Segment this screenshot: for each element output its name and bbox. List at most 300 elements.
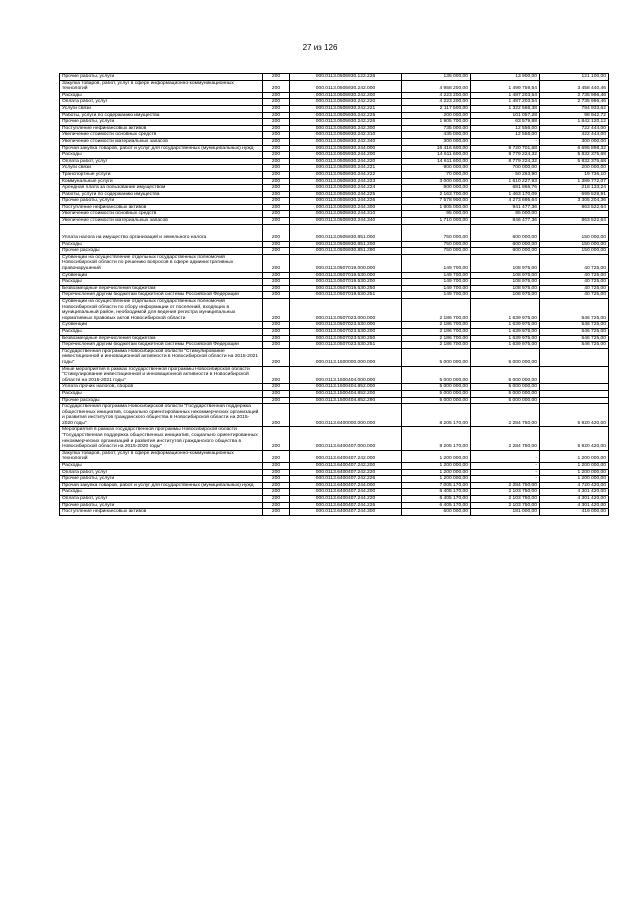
row-kbk: 000.0113.0505930.244.300 <box>290 204 402 211</box>
row-kbk: 000.0113.6400407.244.226 <box>290 502 402 509</box>
row-executed-amount: 5 000 000,00 <box>471 390 540 397</box>
row-kbk: 000.0113.0505930.242.310 <box>290 132 402 139</box>
row-remaining-amount: 863 522,64 <box>540 204 609 211</box>
row-executed-amount: - <box>471 138 540 145</box>
row-executed-amount: 5 000 000,00 <box>471 366 540 384</box>
row-kbk: 000.0113.6400407.242.000 <box>290 450 402 462</box>
row-name: Перечисления другим бюджетам бюджетной системы Российской Федерации <box>60 292 263 299</box>
row-plan-amount: 1 805 000,00 <box>402 204 471 211</box>
row-kbk: 000.0113.0505930.244.223 <box>290 178 402 185</box>
row-remaining-amount: 200 000,00 <box>540 165 609 172</box>
row-kbk: 000.0113.0507019.000.000 <box>290 254 402 272</box>
table-row <box>60 198 609 205</box>
row-remaining-amount: 794 933,62 <box>540 105 609 112</box>
row-plan-amount: 14 611 600,00 <box>402 152 471 159</box>
row-kbk: 000.0113.0505930.244.221 <box>290 165 402 172</box>
row-kbk: 000.0113.0505930.244.340 <box>290 218 402 225</box>
row-kbk: 000.0113.6400000.000.000 <box>290 404 402 427</box>
row-executed-amount: 1 487 203,54 <box>471 92 540 99</box>
row-plan-amount: 5 000 000,00 <box>402 384 471 391</box>
row-remaining-amount: 546 725,00 <box>540 335 609 342</box>
table-row <box>60 191 609 198</box>
row-code: 200 <box>263 397 290 404</box>
row-name: Расходы <box>60 463 263 470</box>
row-remaining-amount: 40 725,00 <box>540 285 609 292</box>
row-executed-amount: 50 263,90 <box>471 171 540 178</box>
row-executed-amount: 181 000,00 <box>471 509 540 516</box>
row-code: 200 <box>263 328 290 335</box>
row-name: Прочая закупка товаров, работ и услуг для государственных (муниципальных) нужд <box>60 145 263 152</box>
row-name: Поступление нефинансовых активов <box>60 509 263 516</box>
row-kbk: 000.0113.0505930.122.226 <box>290 74 402 81</box>
row-remaining-amount: 40 725,00 <box>540 254 609 272</box>
row-plan-amount: 8 205 170,00 <box>402 404 471 427</box>
table-row <box>60 272 609 279</box>
row-kbk: 000.0113.0505930.244.222 <box>290 171 402 178</box>
table-row <box>60 348 609 366</box>
table-row <box>60 105 609 112</box>
row-kbk: 000.0113.1500404.852.000 <box>290 384 402 391</box>
row-executed-amount: 5 000 000,00 <box>471 384 540 391</box>
row-remaining-amount: 546 725,00 <box>540 299 609 322</box>
row-name: Расходы <box>60 489 263 496</box>
row-remaining-amount: 40 725,00 <box>540 292 609 299</box>
row-remaining-amount: 419 000,00 <box>540 509 609 516</box>
row-kbk: 000.0113.0507019.530.200 <box>290 279 402 286</box>
row-kbk: 000.0113.0507023.530.251 <box>290 342 402 349</box>
row-name: Оплата работ, услуг <box>60 99 263 106</box>
row-remaining-amount: 150 000,00 <box>540 241 609 248</box>
row-name: Безвозмездные перечисления бюджетам <box>60 335 263 342</box>
row-code: 200 <box>263 469 290 476</box>
row-code: 200 <box>263 119 290 126</box>
row-name: Субвенции <box>60 272 263 279</box>
row-executed-amount: 600 000,00 <box>471 241 540 248</box>
row-plan-amount: 95 000,00 <box>402 211 471 218</box>
row-plan-amount: 5 000 000,00 <box>402 397 471 404</box>
row-remaining-amount: 150 000,00 <box>540 224 609 241</box>
row-plan-amount: 4 958 200,00 <box>402 80 471 92</box>
row-executed-amount: - <box>471 476 540 483</box>
row-remaining-amount <box>540 211 609 218</box>
row-plan-amount: 900 000,00 <box>402 165 471 172</box>
row-plan-amount: 1 200 000,00 <box>402 450 471 462</box>
row-plan-amount: 1 200 000,00 <box>402 476 471 483</box>
budget-execution-table <box>59 73 609 516</box>
row-kbk: 000.0113.0505930.244.226 <box>290 198 402 205</box>
row-name: Иные мероприятия в рамках государственной программы Новосибирской области "Стимулирование инвестиционной и инновационной активности в Новосибирской области на 2015-2021 годы" <box>60 366 263 384</box>
row-executed-amount: 1 610 227,93 <box>471 178 540 185</box>
table-row <box>60 211 609 218</box>
row-remaining-amount: 121 100,00 <box>540 74 609 81</box>
row-remaining-amount <box>540 348 609 366</box>
row-remaining-amount: 218 133,24 <box>540 185 609 192</box>
row-code: 200 <box>263 366 290 384</box>
row-name: Прочие работы, услуги <box>60 74 263 81</box>
row-remaining-amount <box>540 366 609 384</box>
row-name: Работы, услуги по содержанию имущества <box>60 112 263 119</box>
row-remaining-amount: 40 725,00 <box>540 272 609 279</box>
row-executed-amount: 5 000 000,00 <box>471 397 540 404</box>
row-name: Закупка товаров, работ, услуг в сфере информационно-коммуникационных технологий <box>60 450 263 462</box>
row-kbk: 000.0113.6400407.242.200 <box>290 463 402 470</box>
table-row <box>60 469 609 476</box>
row-executed-amount: 1 639 975,00 <box>471 335 540 342</box>
row-kbk: 000.0113.0505930.242.221 <box>290 105 402 112</box>
row-plan-amount: 435 000,00 <box>402 132 471 139</box>
row-plan-amount: 750 000,00 <box>402 241 471 248</box>
row-remaining-amount: 5 832 375,68 <box>540 152 609 159</box>
row-name: Перечисления другим бюджетам бюджетной системы Российской Федерации <box>60 342 263 349</box>
row-remaining-amount: 19 736,10 <box>540 171 609 178</box>
row-remaining-amount: 150 000,00 <box>540 248 609 255</box>
row-plan-amount: 2 186 700,00 <box>402 299 471 322</box>
row-name: Прочие расходы <box>60 397 263 404</box>
row-executed-amount: - <box>471 463 540 470</box>
row-plan-amount: 750 000,00 <box>402 248 471 255</box>
row-code: 200 <box>263 218 290 225</box>
row-code: 200 <box>263 272 290 279</box>
row-executed-amount: 12 556,00 <box>471 125 540 132</box>
row-plan-amount: 1 200 000,00 <box>402 463 471 470</box>
row-code: 200 <box>263 204 290 211</box>
row-name: Услуги связи <box>60 165 263 172</box>
row-plan-amount: 149 700,00 <box>402 292 471 299</box>
row-executed-amount: 2 103 750,00 <box>471 489 540 496</box>
row-code: 200 <box>263 145 290 152</box>
table-row <box>60 132 609 139</box>
row-kbk: 000.0113.6400407.242.220 <box>290 469 402 476</box>
row-executed-amount: 1 639 975,00 <box>471 342 540 349</box>
row-remaining-amount <box>540 397 609 404</box>
row-remaining-amount: 4 301 420,00 <box>540 496 609 503</box>
row-kbk: 000.0113.0505930.851.290 <box>290 248 402 255</box>
row-plan-amount: 149 700,00 <box>402 272 471 279</box>
row-remaining-amount: 546 725,00 <box>540 328 609 335</box>
row-name: Уплата прочих налогов, сборов <box>60 384 263 391</box>
row-code: 200 <box>263 165 290 172</box>
row-executed-amount: 1 322 566,38 <box>471 105 540 112</box>
row-name: Увеличение стоимости основных средств <box>60 132 263 139</box>
row-name: Арендная плата за пользование имуществом <box>60 185 263 192</box>
row-plan-amount: 2 186 700,00 <box>402 322 471 329</box>
row-remaining-amount: 422 444,00 <box>540 132 609 139</box>
row-plan-amount: 16 416 600,00 <box>402 145 471 152</box>
row-name: Поступление нефинансовых активов <box>60 125 263 132</box>
row-code: 200 <box>263 152 290 159</box>
table-row <box>60 112 609 119</box>
row-plan-amount: 2 186 700,00 <box>402 328 471 335</box>
row-remaining-amount: 5 920 420,00 <box>540 404 609 427</box>
row-name: Оплата работ, услуг <box>60 469 263 476</box>
row-executed-amount: 108 975,00 <box>471 279 540 286</box>
row-kbk: 000.0113.6400407.244.300 <box>290 509 402 516</box>
table-row <box>60 328 609 335</box>
row-executed-amount: 700 000,00 <box>471 165 540 172</box>
row-kbk: 000.0113.6400407.244.200 <box>290 489 402 496</box>
row-code: 200 <box>263 427 290 450</box>
row-name: Прочие работы, услуги <box>60 198 263 205</box>
row-remaining-amount: 546 725,00 <box>540 342 609 349</box>
row-kbk: 000.0113.0505930.851.200 <box>290 241 402 248</box>
row-code: 200 <box>263 112 290 119</box>
row-code: 200 <box>263 248 290 255</box>
row-kbk: 000.0113.0505930.244.200 <box>290 152 402 159</box>
row-executed-amount: 600 000,00 <box>471 248 540 255</box>
row-name: Субвенции <box>60 322 263 329</box>
row-kbk: 000.0113.0505930.244.220 <box>290 158 402 165</box>
row-plan-amount: 4 223 200,00 <box>402 92 471 99</box>
table-row <box>60 397 609 404</box>
row-name: Субвенции на осуществление отдельных государственных полномочий Новосибирской области по сбору информации от поселений, входящих в муниципальный район, необходимой для ведения регистра муниципальных нормативных правовых актов Новосибирской области <box>60 299 263 322</box>
row-name: Увеличение стоимости основных средств <box>60 211 263 218</box>
row-kbk: 000.0113.0505930.242.225 <box>290 112 402 119</box>
row-plan-amount: 750 000,00 <box>402 224 471 241</box>
table-row <box>60 145 609 152</box>
row-executed-amount: 13 900,00 <box>471 74 540 81</box>
table-row <box>60 292 609 299</box>
row-kbk: 000.0113.1500404.852.290 <box>290 397 402 404</box>
row-executed-amount: 941 477,36 <box>471 204 540 211</box>
row-executed-amount: 846 477,36 <box>471 218 540 225</box>
row-name: Прочие работы, услуги <box>60 119 263 126</box>
row-code: 200 <box>263 299 290 322</box>
row-remaining-amount: 1 200 000,00 <box>540 476 609 483</box>
table-row <box>60 152 609 159</box>
row-code: 200 <box>263 489 290 496</box>
table-row <box>60 335 609 342</box>
row-executed-amount: 9 720 701,68 <box>471 145 540 152</box>
table-row <box>60 99 609 106</box>
row-remaining-amount: 722 444,00 <box>540 125 609 132</box>
row-kbk: 000.0113.0507019.530.251 <box>290 292 402 299</box>
table-row <box>60 463 609 470</box>
row-name: Закупка товаров, работ, услуг в сфере информационно-коммуникационных технологий <box>60 80 263 92</box>
table-row <box>60 158 609 165</box>
row-executed-amount: 2 103 750,00 <box>471 496 540 503</box>
row-remaining-amount: 863 522,64 <box>540 218 609 225</box>
row-plan-amount: 1 905 700,00 <box>402 119 471 126</box>
table-row <box>60 384 609 391</box>
row-code: 200 <box>263 254 290 272</box>
row-plan-amount: 300 000,00 <box>402 138 471 145</box>
table-row <box>60 138 609 145</box>
row-remaining-amount: 4 301 420,00 <box>540 502 609 509</box>
row-name: Оплата работ, услуг <box>60 158 263 165</box>
table-row <box>60 178 609 185</box>
row-name: Увеличение стоимости материальных запасов <box>60 218 263 225</box>
row-plan-amount: 70 000,00 <box>402 171 471 178</box>
row-remaining-amount: 546 725,00 <box>540 322 609 329</box>
row-remaining-amount <box>540 390 609 397</box>
row-kbk: 000.0113.0505930.242.226 <box>290 119 402 126</box>
row-code: 200 <box>263 171 290 178</box>
row-executed-amount: 1 639 975,00 <box>471 299 540 322</box>
row-kbk: 000.0113.6400407.244.000 <box>290 482 402 489</box>
row-name: Расходы <box>60 279 263 286</box>
table-row <box>60 299 609 322</box>
row-kbk: 000.0113.6400407.242.226 <box>290 476 402 483</box>
row-code: 200 <box>263 348 290 366</box>
table-row <box>60 241 609 248</box>
row-code: 200 <box>263 502 290 509</box>
page-number: 27 из 126 <box>302 43 338 52</box>
row-executed-amount: 4 273 695,64 <box>471 198 540 205</box>
row-name: Транспортные услуги <box>60 171 263 178</box>
table-row <box>60 482 609 489</box>
table-row <box>60 404 609 427</box>
row-kbk: 000.0113.1500404.000.000 <box>290 366 402 384</box>
row-plan-amount: 200 000,00 <box>402 112 471 119</box>
row-kbk: 000.0113.0507023.530.250 <box>290 335 402 342</box>
row-plan-amount: 2 186 700,00 <box>402 342 471 349</box>
row-remaining-amount: 3 458 440,46 <box>540 80 609 92</box>
row-remaining-amount: 300 000,00 <box>540 138 609 145</box>
row-executed-amount: 1 487 203,54 <box>471 99 540 106</box>
row-executed-amount: 108 975,00 <box>471 254 540 272</box>
table-row <box>60 248 609 255</box>
row-kbk: 000.0113.6400407.244.220 <box>290 496 402 503</box>
row-kbk: 000.0113.0505930.242.200 <box>290 92 402 99</box>
row-code: 200 <box>263 105 290 112</box>
row-kbk: 000.0113.0505930.851.000 <box>290 224 402 241</box>
table-row <box>60 342 609 349</box>
table-row <box>60 185 609 192</box>
row-code: 200 <box>263 384 290 391</box>
row-executed-amount: 8 779 224,32 <box>471 152 540 159</box>
row-code: 200 <box>263 80 290 92</box>
row-executed-amount: 1 499 759,54 <box>471 80 540 92</box>
row-code: 200 <box>263 335 290 342</box>
row-plan-amount: 5 000 000,00 <box>402 366 471 384</box>
table-row <box>60 427 609 450</box>
row-code: 200 <box>263 285 290 292</box>
row-plan-amount: 14 611 600,00 <box>402 158 471 165</box>
table-row <box>60 322 609 329</box>
row-plan-amount: 900 000,00 <box>402 185 471 192</box>
row-kbk: 000.0113.0505930.242.000 <box>290 80 402 92</box>
table-row <box>60 496 609 503</box>
row-kbk: 000.0113.0507023.530.200 <box>290 328 402 335</box>
row-remaining-amount: 4 301 420,00 <box>540 489 609 496</box>
row-executed-amount: 108 975,00 <box>471 292 540 299</box>
table-body <box>60 74 609 516</box>
row-code: 200 <box>263 450 290 462</box>
row-code: 200 <box>263 138 290 145</box>
row-name: Мероприятия в рамках государственной программы Новосибирской области "Государственная поддержка общественных инициатив, социально ориентированных некоммерческих организаций и развития институтов гражданского общества в Новосибирской области на 2015-2020 годы" <box>60 427 263 450</box>
table-row <box>60 279 609 286</box>
row-remaining-amount <box>540 384 609 391</box>
row-executed-amount: - <box>471 469 540 476</box>
row-plan-amount: 3 000 000,00 <box>402 178 471 185</box>
row-name: Расходы <box>60 390 263 397</box>
row-code: 200 <box>263 92 290 99</box>
row-remaining-amount: 2 735 996,46 <box>540 92 609 99</box>
row-remaining-amount: 5 832 375,68 <box>540 158 609 165</box>
row-code: 200 <box>263 74 290 81</box>
row-plan-amount: 7 005 170,00 <box>402 482 471 489</box>
row-executed-amount: 108 975,00 <box>471 272 540 279</box>
row-name: Оплата работ, услуг <box>60 496 263 503</box>
row-kbk: 000.0113.0505930.242.300 <box>290 125 402 132</box>
row-name: Прочие работы, услуги <box>60 502 263 509</box>
row-code: 200 <box>263 191 290 198</box>
row-plan-amount: 4 223 200,00 <box>402 99 471 106</box>
table-row <box>60 489 609 496</box>
row-kbk: 000.0113.0505930.242.340 <box>290 138 402 145</box>
row-plan-amount: 149 700,00 <box>402 285 471 292</box>
row-code: 200 <box>263 198 290 205</box>
table-row <box>60 165 609 172</box>
table-row <box>60 119 609 126</box>
row-kbk: 000.0113.0507019.530.000 <box>290 272 402 279</box>
row-kbk: 000.0113.0505930.244.225 <box>290 191 402 198</box>
row-remaining-amount: 1 389 772,07 <box>540 178 609 185</box>
row-remaining-amount: 98 942,72 <box>540 112 609 119</box>
row-code: 200 <box>263 404 290 427</box>
row-remaining-amount: 1 200 000,00 <box>540 469 609 476</box>
row-name: Коммунальные услуги <box>60 178 263 185</box>
table-row <box>60 509 609 516</box>
table-row <box>60 502 609 509</box>
table-row <box>60 476 609 483</box>
row-name: Безвозмездные перечисления бюджетам <box>60 285 263 292</box>
row-code: 200 <box>263 211 290 218</box>
table-row <box>60 218 609 225</box>
table-row <box>60 92 609 99</box>
row-kbk: 000.0113.0505930.244.224 <box>290 185 402 192</box>
row-executed-amount: 1 463 170,09 <box>471 191 540 198</box>
row-executed-amount: 12 556,00 <box>471 132 540 139</box>
row-remaining-amount: 1 200 000,00 <box>540 450 609 462</box>
row-code: 200 <box>263 241 290 248</box>
table-row <box>60 171 609 178</box>
row-code: 200 <box>263 99 290 106</box>
row-plan-amount: 2 186 700,00 <box>402 335 471 342</box>
row-name: Уплата налога на имущество организаций и земельного налога <box>60 224 263 241</box>
row-executed-amount: - <box>471 450 540 462</box>
row-code: 200 <box>263 482 290 489</box>
row-kbk: 000.0113.0507019.530.250 <box>290 285 402 292</box>
row-executed-amount: 1 639 975,00 <box>471 328 540 335</box>
row-kbk: 000.0113.0505930.244.000 <box>290 145 402 152</box>
table-row <box>60 74 609 81</box>
row-name: Поступление нефинансовых активов <box>60 204 263 211</box>
row-code: 200 <box>263 158 290 165</box>
row-remaining-amount: 5 920 420,00 <box>540 427 609 450</box>
row-plan-amount: 149 700,00 <box>402 279 471 286</box>
row-name: Расходы <box>60 328 263 335</box>
row-executed-amount: 101 057,28 <box>471 112 540 119</box>
row-plan-amount: 2 117 500,00 <box>402 105 471 112</box>
row-code: 200 <box>263 132 290 139</box>
row-name: Расходы <box>60 241 263 248</box>
table-row <box>60 204 609 211</box>
row-name: Государственная программа Новосибирской области "Стимулирование инвестиционной и инновационной активности в Новосибирской области на 2015-2021 годы" <box>60 348 263 366</box>
table-row <box>60 224 609 241</box>
row-executed-amount: 63 579,88 <box>471 119 540 126</box>
row-name: Расходы <box>60 152 263 159</box>
row-name: Услуги связи <box>60 105 263 112</box>
table-row <box>60 285 609 292</box>
row-plan-amount: 2 163 700,00 <box>402 191 471 198</box>
row-kbk: 000.0113.1500000.000.000 <box>290 348 402 366</box>
row-name: Увеличение стоимости материальных запасов <box>60 138 263 145</box>
row-plan-amount: 149 700,00 <box>402 254 471 272</box>
row-code: 200 <box>263 178 290 185</box>
row-code: 200 <box>263 224 290 241</box>
row-code: 200 <box>263 390 290 397</box>
